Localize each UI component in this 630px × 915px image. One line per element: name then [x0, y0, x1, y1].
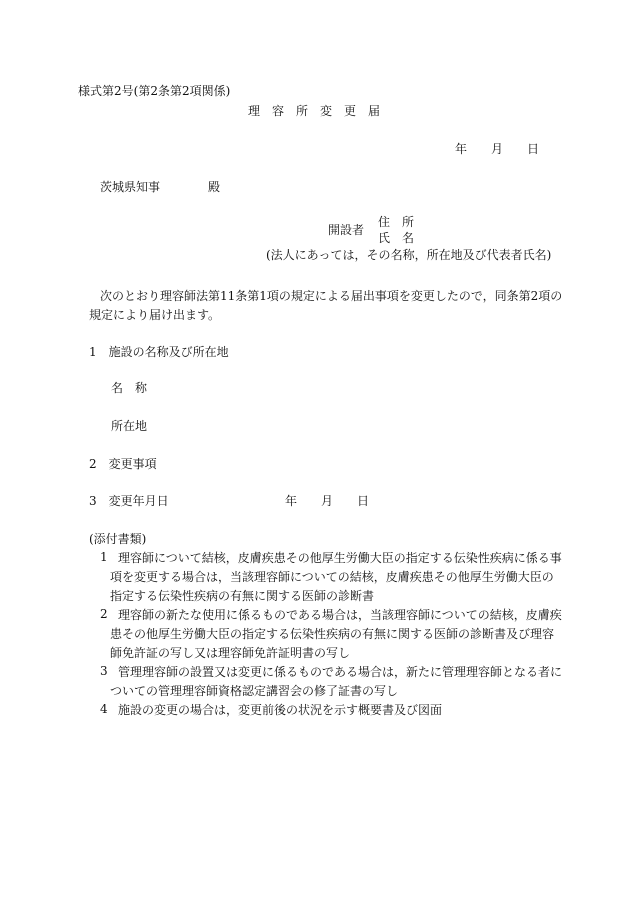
item-change-date-value: 年 月 日: [285, 494, 370, 508]
form-label: 様式第2号(第2条第2項関係): [78, 84, 231, 98]
attachment-text: [118, 701, 442, 720]
attachment-line: 施設の変更の場合は，変更前後の状況を示す概要書及び図面: [118, 703, 443, 717]
attachment-number: 2: [100, 607, 108, 621]
attachment-line: 患その他厚生労働大臣の指定する伝染性疾病の有無に関する医師の診断書及び理容: [110, 627, 555, 641]
attachment-text: [110, 606, 562, 663]
item-facility-name: 名 称: [111, 381, 148, 395]
founder-name-label: 氏 名: [378, 231, 415, 245]
addressee: 茨城県知事 殿: [100, 180, 221, 194]
attachment-number: 4: [100, 702, 108, 716]
founder-label: 開設者: [328, 223, 365, 237]
date-line: 年 月 日: [455, 142, 540, 156]
founder-address-label: 住 所: [378, 215, 415, 229]
attachment-line: 管理理容師の設置又は変更に係るものである場合は，新たに管理理容師となる者に: [118, 665, 563, 679]
attachment-line: 理容師の新たな使用に係るものである場合は，当該理容師についての結核，皮膚疾: [118, 608, 562, 622]
item-change-items: 2 変更事項: [89, 457, 157, 471]
attachment-line: ついての管理理容師資格認定講習会の修了証書の写し: [110, 684, 399, 698]
item-facility: 1 施設の名称及び所在地: [89, 345, 229, 359]
body-line-2: 規定により届け出ます。: [89, 308, 221, 322]
attachment-number: 3: [100, 664, 108, 678]
attachment-line: 指定する伝染性疾病の有無に関する医師の診断書: [110, 589, 375, 603]
attachment-line: 師免許証の写し又は理容師免許証明書の写し: [110, 646, 351, 660]
attachment-text: [110, 549, 562, 606]
attachment-number: 1: [100, 550, 108, 564]
attachment-line: 項を変更する場合は，当該理容師についての結核，皮膚疾患その他厚生労働大臣の: [110, 570, 554, 584]
attachment-line: 理容師について結核，皮膚疾患その他厚生労働大臣の指定する伝染性疾病に係る事: [118, 551, 562, 565]
corporate-note: (法人にあっては，その名称，所在地及び代表者氏名): [266, 248, 552, 262]
body-line-1: 次のとおり理容師法第11条第1項の規定による届出事項を変更したので，同条第2項の: [100, 289, 563, 303]
attachment-text: [110, 663, 563, 701]
item-facility-location: 所在地: [111, 419, 148, 433]
attachments-heading: (添付書類): [89, 532, 147, 546]
item-change-date-label: 3 変更年月日: [89, 494, 169, 508]
page-title: 理 容 所 変 更 届: [248, 104, 381, 118]
